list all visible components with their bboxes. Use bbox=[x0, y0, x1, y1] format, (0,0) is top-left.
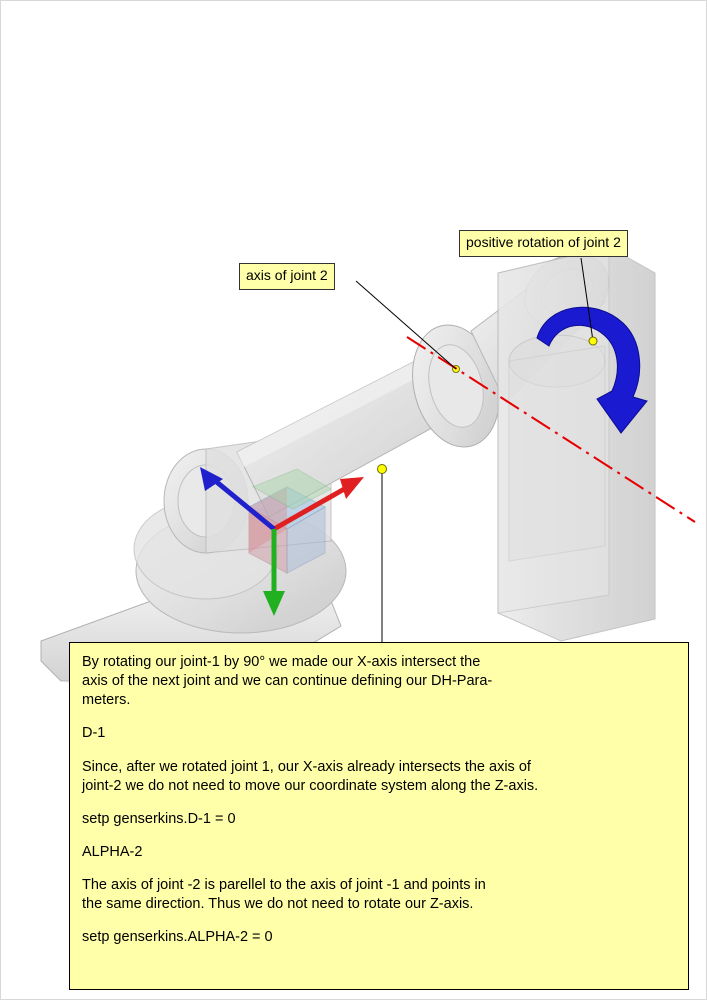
explanation-line-6: The axis of joint -2 is parellel to the axis of joint -1 and points in bbox=[82, 877, 486, 893]
explanation-line-3: meters. bbox=[82, 692, 131, 709]
explanation-paragraph-d1 bbox=[82, 758, 676, 796]
callout-axis-of-joint-2: axis of joint 2 bbox=[239, 263, 335, 290]
explanation-line-5: joint-2 we do not need to move our coordinate system along the Z-axis. bbox=[82, 777, 539, 794]
explanation-paragraph-intro bbox=[82, 653, 676, 710]
robot-geometry bbox=[41, 240, 655, 693]
explanation-note bbox=[69, 642, 689, 990]
callout-positive-rotation-of-joint-2: positive rotation of joint 2 bbox=[459, 230, 628, 257]
explanation-heading-d1: D-1 bbox=[82, 725, 106, 742]
explanation-line-2: axis of the next joint and we can continue defining our DH-Para- bbox=[82, 673, 493, 690]
explanation-line-7: the same direction. Thus we do not need to rotate our Z-axis. bbox=[82, 896, 474, 913]
explanation-setp-alpha2: setp genserkins.ALPHA-2 = 0 bbox=[82, 929, 273, 946]
explanation-setp-d1: setp genserkins.D-1 = 0 bbox=[82, 810, 236, 827]
explanation-heading-alpha2: ALPHA-2 bbox=[82, 843, 143, 860]
explanation-line-4: Since, after we rotated joint 1, our X-axis already intersects the axis of bbox=[82, 758, 531, 775]
explanation-line-1: By rotating our joint-1 by 90° we made our X-axis intersect the bbox=[82, 654, 481, 670]
explanation-paragraph-alpha2 bbox=[82, 876, 676, 914]
